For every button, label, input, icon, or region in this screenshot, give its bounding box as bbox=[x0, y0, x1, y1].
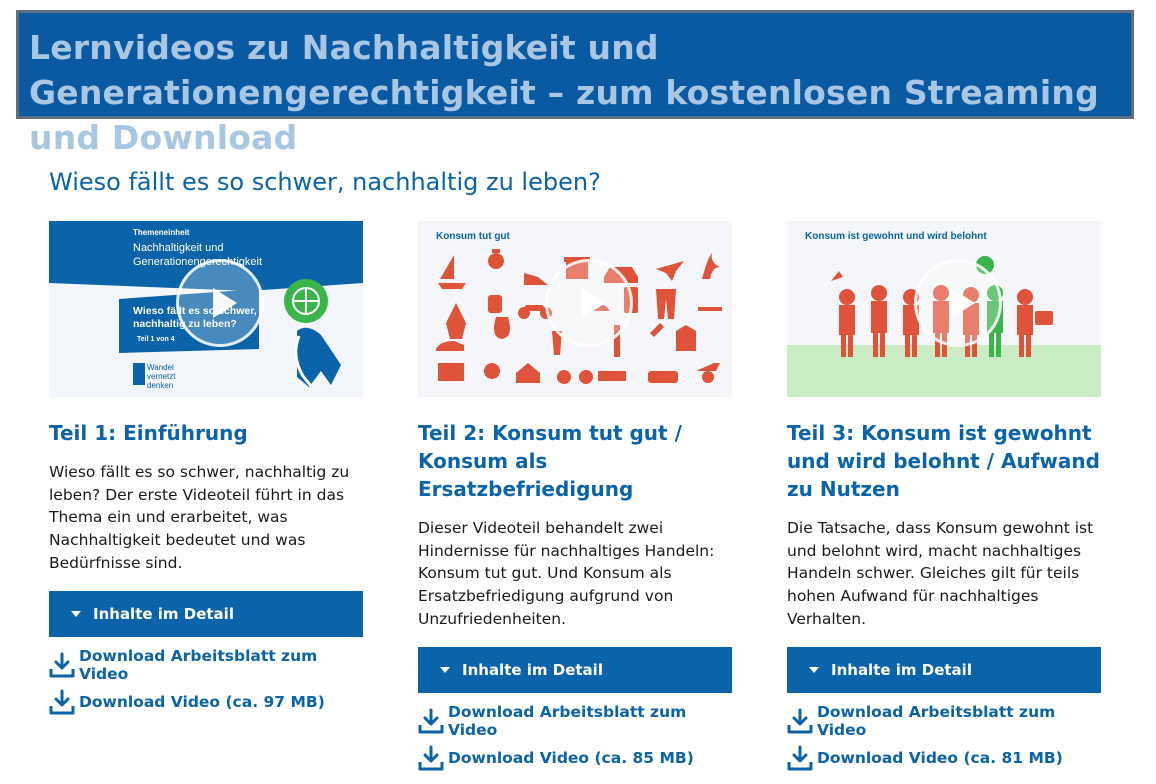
details-toggle-button[interactable] bbox=[787, 647, 1101, 693]
download-worksheet-label: Download Arbeitsblatt zum Video bbox=[448, 702, 687, 739]
video-description: Dieser Videoteil behandelt zwei Hindernisse für nachhaltiges Handeln: Konsum tut gut. Und Konsum als Ersatzbefriedigung aufgrund von Unzufriedenheiten. bbox=[418, 519, 715, 628]
thumb-kicker: Konsum tut gut bbox=[436, 231, 510, 242]
download-video-label: Download Video (ca. 85 MB) bbox=[448, 748, 694, 767]
download-worksheet-link[interactable] bbox=[49, 646, 363, 683]
video-title: Teil 2: Konsum tut gut / Konsum als Ersatzbefriedigung bbox=[418, 421, 682, 501]
details-toggle-label: Inhalte im Detail bbox=[831, 660, 972, 679]
download-video-label: Download Video (ca. 97 MB) bbox=[79, 692, 325, 711]
caret-down-icon bbox=[440, 667, 450, 673]
download-video-link[interactable] bbox=[49, 689, 363, 715]
section-title: Wieso fällt es so schwer, nachhaltig zu leben? bbox=[49, 168, 601, 196]
download-icon bbox=[418, 745, 444, 771]
video-title: Teil 1: Einführung bbox=[49, 421, 248, 445]
download-video-label: Download Video (ca. 81 MB) bbox=[817, 748, 1063, 767]
video-thumbnail-2[interactable] bbox=[418, 221, 732, 397]
page-banner bbox=[16, 10, 1134, 157]
thumb-part: Teil 1 von 4 bbox=[137, 336, 175, 343]
download-worksheet-label: Download Arbeitsblatt zum Video bbox=[79, 646, 318, 683]
details-toggle-button[interactable] bbox=[49, 591, 363, 637]
video-card-3 bbox=[787, 221, 1101, 771]
play-icon[interactable] bbox=[914, 259, 1002, 347]
download-worksheet-link[interactable] bbox=[787, 702, 1101, 739]
details-toggle-label: Inhalte im Detail bbox=[462, 660, 603, 679]
play-icon[interactable] bbox=[176, 259, 264, 347]
caret-down-icon bbox=[809, 667, 819, 673]
download-icon bbox=[49, 689, 75, 715]
download-icon bbox=[49, 652, 75, 678]
thumb-question: Wieso fällt es so schwer, nachhaltig zu leben? bbox=[133, 305, 257, 330]
video-title: Teil 3: Konsum ist gewohnt und wird belohnt / Aufwand zu Nutzen bbox=[787, 421, 1100, 501]
download-video-link[interactable] bbox=[418, 745, 732, 771]
caret-down-icon bbox=[71, 611, 81, 617]
thumb-title: Nachhaltigkeit und Generationengerechtigkeit bbox=[133, 242, 263, 268]
thumb-kicker: Konsum ist gewohnt und wird belohnt bbox=[805, 231, 987, 242]
play-icon[interactable] bbox=[545, 259, 633, 347]
video-description: Die Tatsache, dass Konsum gewohnt ist und belohnt wird, macht nachhaltiges Handeln schwer. Gleiches gilt für teils hohen Aufwand für nachhaltiges Verhalten. bbox=[787, 519, 1094, 628]
details-toggle-button[interactable] bbox=[418, 647, 732, 693]
video-thumbnail-1[interactable] bbox=[49, 221, 363, 397]
download-worksheet-label: Download Arbeitsblatt zum Video bbox=[817, 702, 1056, 739]
download-icon bbox=[787, 708, 813, 734]
video-card-2 bbox=[418, 221, 732, 771]
video-thumbnail-3[interactable] bbox=[787, 221, 1101, 397]
video-description: Wieso fällt es so schwer, nachhaltig zu leben? Der erste Videoteil führt in das Thema ein und erarbeitet, was Nachhaltigkeit bedeutet und was Bedürfnisse sind. bbox=[49, 463, 350, 572]
banner-title: Lernvideos zu Nachhaltigkeit und Generationengerechtigkeit – zum kostenlosen Streaming und Download bbox=[29, 28, 1099, 157]
download-icon bbox=[418, 708, 444, 734]
thumb-logo: Wandel vernetzt denken bbox=[147, 363, 176, 390]
download-video-link[interactable] bbox=[787, 745, 1101, 771]
details-toggle-label: Inhalte im Detail bbox=[93, 604, 234, 623]
download-icon bbox=[787, 745, 813, 771]
thumb-kicker: Themeneinheit bbox=[133, 228, 190, 237]
video-card-1 bbox=[49, 221, 363, 715]
download-worksheet-link[interactable] bbox=[418, 702, 732, 739]
